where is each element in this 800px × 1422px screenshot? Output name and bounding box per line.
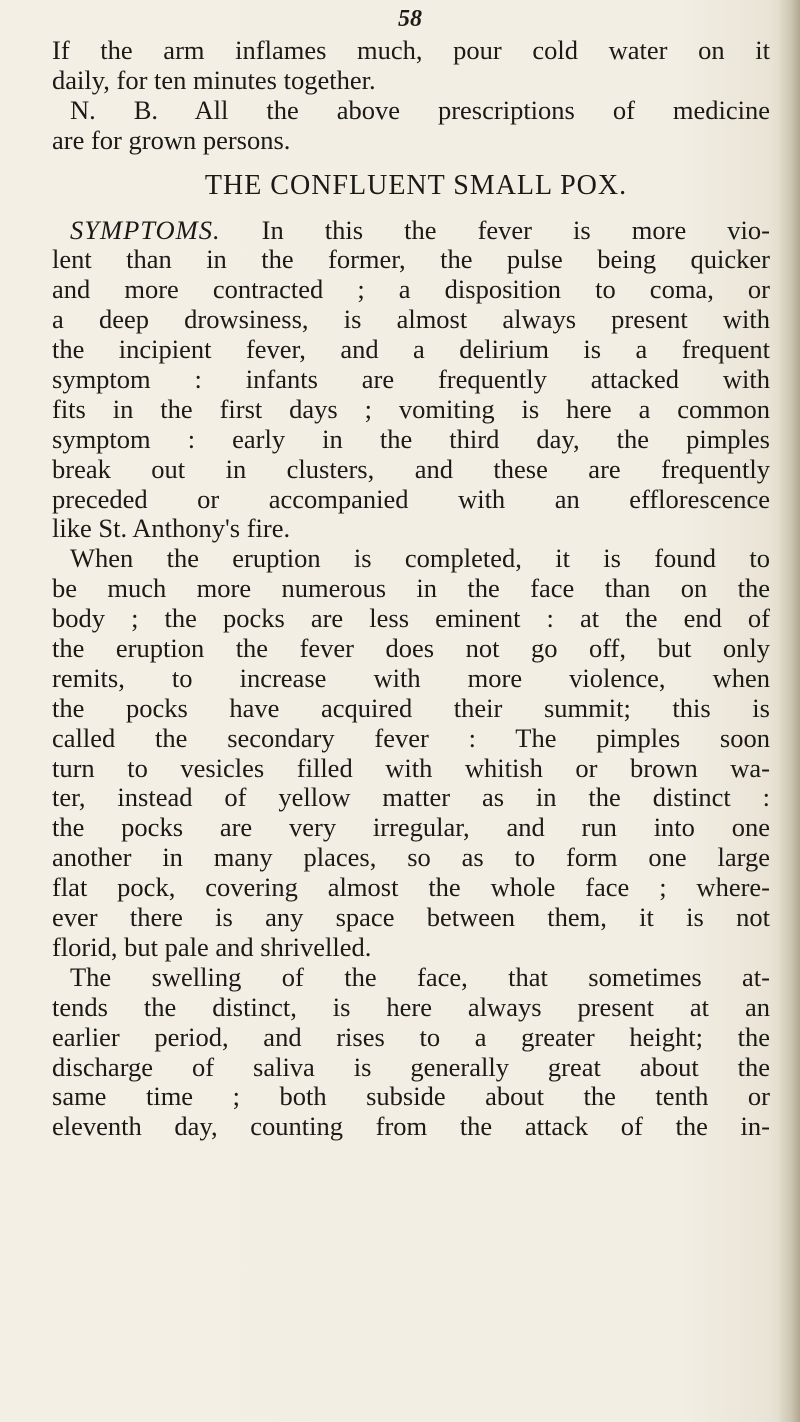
text-line: fits in the first days ; vomiting is here a common bbox=[52, 393, 770, 424]
paragraph-group-after-heading bbox=[52, 245, 770, 1142]
text-line: a deep drowsiness, is almost always present with bbox=[52, 304, 770, 335]
text-line: the pocks have acquired their summit; this is bbox=[52, 692, 770, 723]
text-line: discharge of saliva is generally great about the bbox=[52, 1051, 770, 1082]
text-line: the incipient fever, and a delirium is a frequent bbox=[52, 334, 770, 365]
text-line: the pocks are very irregular, and run into one bbox=[52, 812, 770, 843]
page-number: 58 bbox=[398, 6, 422, 32]
text-line: N. B. All the above prescriptions of medicine bbox=[70, 94, 770, 125]
text-line: called the secondary fever : The pimples soon bbox=[52, 722, 770, 753]
text-line: ter, instead of yellow matter as in the distinct : bbox=[52, 782, 770, 813]
text-line: the eruption the fever does not go off, but only bbox=[52, 633, 770, 664]
symptoms-first-line bbox=[52, 216, 770, 246]
text-line: lent than in the former, the pulse being quicker bbox=[52, 244, 770, 275]
text-line: flat pock, covering almost the whole face ; where- bbox=[52, 872, 770, 903]
text-line: symptom : infants are frequently attacked with bbox=[52, 364, 770, 395]
text-line: break out in clusters, and these are frequently bbox=[52, 453, 770, 484]
text-line: turn to vesicles filled with whitish or brown wa- bbox=[52, 752, 770, 783]
text-line: earlier period, and rises to a greater height; the bbox=[52, 1021, 770, 1052]
text-line: florid, but pale and shrivelled. bbox=[52, 931, 372, 962]
text-line: ever there is any space between them, it is not bbox=[52, 902, 770, 933]
text-line: symptom : early in the third day, the pimples bbox=[52, 423, 770, 454]
text-line: tends the distinct, is here always present at an bbox=[52, 991, 770, 1022]
text-line: be much more numerous in the face than on the bbox=[52, 573, 770, 604]
text-line: another in many places, so as to form one large bbox=[52, 842, 770, 873]
page-edge-shadow bbox=[778, 0, 800, 1422]
paragraph-group-before-heading bbox=[52, 36, 770, 156]
symptoms-first-line-rest: In this the fever is more vio- bbox=[220, 214, 770, 245]
text-line: body ; the pocks are less eminent : at the end of bbox=[52, 603, 770, 634]
text-line: The swelling of the face, that sometimes at- bbox=[70, 961, 770, 992]
symptoms-lead: SYMPTOMS. bbox=[70, 214, 221, 245]
text-line: eleventh day, counting from the attack of the in- bbox=[52, 1111, 770, 1142]
text-line: daily, for ten minutes together. bbox=[52, 64, 376, 95]
page-text bbox=[52, 36, 770, 1142]
text-line: are for grown persons. bbox=[52, 124, 291, 155]
text-line: When the eruption is completed, it is found to bbox=[70, 543, 770, 574]
text-line: like St. Anthony's fire. bbox=[52, 513, 291, 544]
text-line: If the arm inflames much, pour cold water on it bbox=[52, 35, 770, 65]
text-line: same time ; both subside about the tenth or bbox=[52, 1081, 770, 1112]
text-line: preceded or accompanied with an efflorescence bbox=[52, 483, 770, 514]
text-line: remits, to increase with more violence, when bbox=[52, 662, 770, 693]
section-heading: THE CONFLUENT SMALL POX. bbox=[204, 169, 628, 201]
text-line: and more contracted ; a disposition to coma, or bbox=[52, 274, 770, 305]
